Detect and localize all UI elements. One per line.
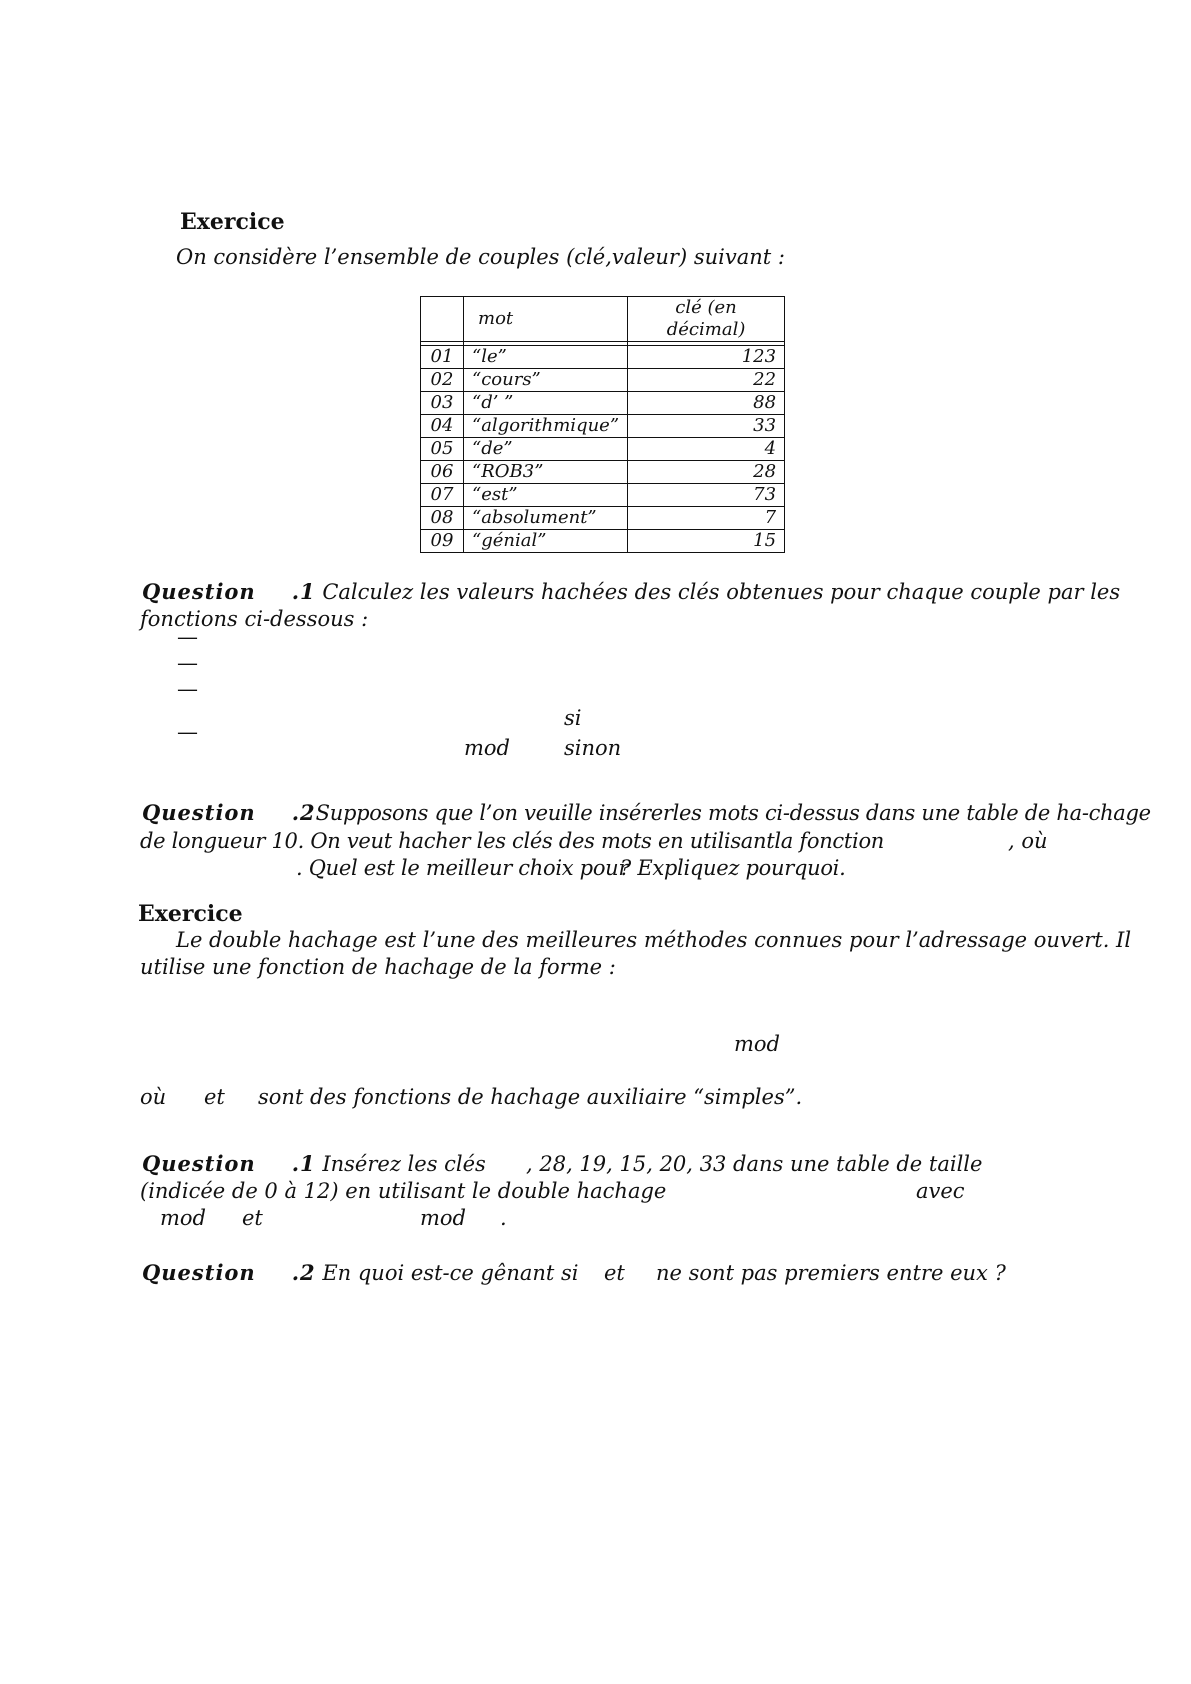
question-number: .1 — [291, 1151, 316, 1176]
exercise-2-intro-line-1: Le double hachage est l’une des meilleures méthodes connues pour l’adressage ouvert. Il — [176, 928, 1132, 952]
ex1-question-2-line-3a: . Quel est le meilleur choix pour — [296, 856, 629, 880]
question-label: Question — [142, 1151, 256, 1176]
row-cle: 15 — [628, 530, 785, 553]
table-header-row — [421, 297, 785, 342]
row-mot: “le” — [464, 346, 628, 369]
question-number: .2 — [291, 800, 316, 825]
table-row — [421, 415, 785, 438]
table-row — [421, 507, 785, 530]
question-number: .1 — [291, 579, 316, 604]
row-index: 04 — [421, 415, 464, 438]
text-ou: où — [140, 1085, 167, 1109]
ex2-question-1-mod-2: mod — [420, 1206, 466, 1230]
table-row — [421, 461, 785, 484]
row-cle: 4 — [628, 438, 785, 461]
question-label: Question — [142, 800, 256, 825]
row-cle: 7 — [628, 507, 785, 530]
table-row — [421, 438, 785, 461]
question-label: Question — [142, 1260, 256, 1285]
row-cle: 28 — [628, 461, 785, 484]
row-index: 05 — [421, 438, 464, 461]
table-row — [421, 530, 785, 553]
ex1-question-1-line-2: fonctions ci-dessous : — [140, 607, 369, 631]
ex2-question-2-line-1c: ne sont pas premiers entre eux ? — [656, 1261, 1006, 1285]
text-et: et — [204, 1085, 225, 1109]
ex2-question-1-line-1b: , 28, 19, 15, 20, 33 dans une table de taille — [526, 1152, 983, 1176]
ex2-question-1-line-2b: avec — [916, 1179, 965, 1203]
formula-si: si — [564, 706, 582, 730]
question-label: Question — [142, 579, 256, 604]
ex2-question-2-line-1 — [142, 1260, 579, 1286]
table-header-index — [421, 297, 464, 342]
exercise-2-title: Exercice — [138, 901, 243, 927]
table-row — [421, 392, 785, 415]
row-mot: “absolument” — [464, 507, 628, 530]
list-dash: — — [177, 625, 198, 649]
row-index: 08 — [421, 507, 464, 530]
formula-mod: mod — [464, 736, 510, 760]
table-row — [421, 484, 785, 507]
row-cle: 88 — [628, 392, 785, 415]
row-cle: 22 — [628, 369, 785, 392]
ex2-question-1-et: et — [242, 1206, 263, 1230]
row-mot: “ROB3” — [464, 461, 628, 484]
question-text: Supposons que l’on veuille insérerles mots ci-dessus dans une table de ha-chage — [315, 801, 1151, 825]
exercise-2-intro-line-2: utilise une fonction de hachage de la forme : — [140, 955, 616, 979]
row-cle: 73 — [628, 484, 785, 507]
ex1-question-2-line-3b: ? Expliquez pourquoi. — [620, 856, 846, 880]
row-mot: “cours” — [464, 369, 628, 392]
row-mot: “est” — [464, 484, 628, 507]
row-mot: “d’ ” — [464, 392, 628, 415]
question-text: Calculez les valeurs hachées des clés obtenues pour chaque couple par les — [322, 580, 1121, 604]
row-mot: “algorithmique” — [464, 415, 628, 438]
text-auxiliary: sont des fonctions de hachage auxiliaire “simples”. — [258, 1085, 803, 1109]
row-index: 09 — [421, 530, 464, 553]
table-row — [421, 346, 785, 369]
table-header-cle: clé (en décimal) — [628, 297, 785, 342]
ex2-question-2-et: et — [604, 1261, 625, 1285]
row-mot: “de” — [464, 438, 628, 461]
ex1-question-2-ou: , où — [1008, 829, 1048, 853]
row-cle: 123 — [628, 346, 785, 369]
table-row — [421, 369, 785, 392]
formula-mod: mod — [734, 1032, 780, 1056]
ex1-question-2-line-2: de longueur 10. On veut hacher les clés des mots en utilisantla fonction — [140, 829, 885, 853]
question-text: Insérez les clés — [322, 1152, 486, 1176]
list-dash: — — [177, 677, 198, 701]
ex2-question-1-period: . — [500, 1206, 507, 1230]
row-index: 07 — [421, 484, 464, 507]
ex1-question-1-line-1 — [142, 579, 1120, 605]
list-dash: — — [177, 720, 198, 744]
row-cle: 33 — [628, 415, 785, 438]
question-number: .2 — [291, 1260, 316, 1285]
exercise-1-title: Exercice — [180, 209, 285, 235]
row-index: 02 — [421, 369, 464, 392]
list-dash: — — [177, 651, 198, 675]
key-value-table — [420, 296, 785, 553]
ex2-question-1-mod-1: mod — [160, 1206, 206, 1230]
row-index: 03 — [421, 392, 464, 415]
row-index: 01 — [421, 346, 464, 369]
table-header-mot: mot — [464, 297, 628, 342]
ex2-question-1-line-1 — [142, 1151, 486, 1177]
row-mot: “génial” — [464, 530, 628, 553]
row-index: 06 — [421, 461, 464, 484]
exercise-1-intro: On considère l’ensemble de couples (clé,valeur) suivant : — [176, 245, 785, 269]
formula-sinon: sinon — [564, 736, 622, 760]
question-text: En quoi est-ce gênant si — [322, 1261, 579, 1285]
ex1-question-2-line-1 — [142, 800, 1151, 826]
ex2-question-1-line-2a: (indicée de 0 à 12) en utilisant le double hachage — [140, 1179, 667, 1203]
